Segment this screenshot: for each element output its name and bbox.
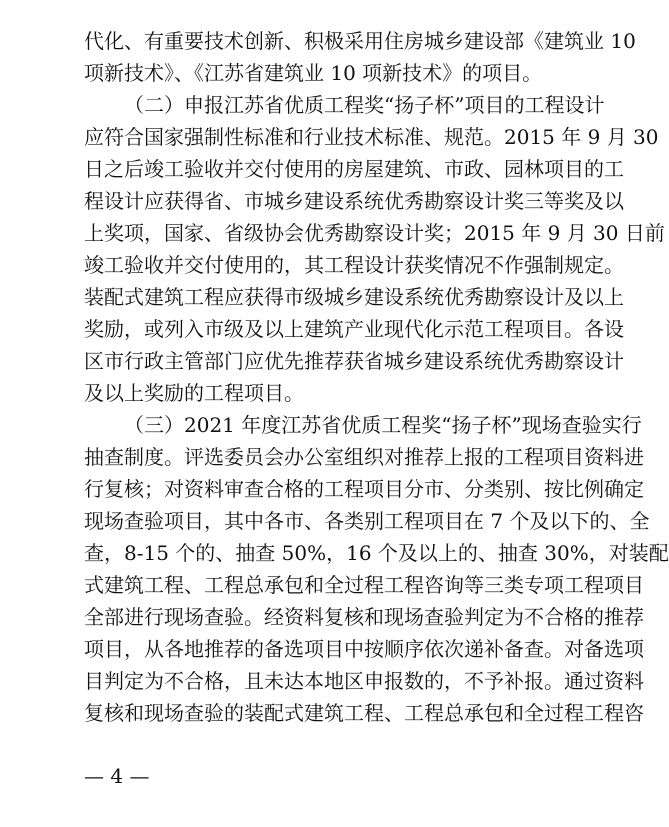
body-text-line: 行复核；对资料审查合格的工程项目分市、分类别、按比例确定: [84, 477, 644, 501]
body-text-line: 应符合国家强制性标准和行业技术标准、规范。2015 年 9 月 30: [84, 125, 659, 149]
body-text-line: 项目，从各地推荐的备选项目中按顺序依次递补备查。对备选项: [84, 637, 644, 661]
body-text-line: 查，8-15 个的、抽查 50%，16 个及以上的、抽查 30%，对装配: [84, 541, 669, 565]
body-text-line: 日之后竣工验收并交付使用的房屋建筑、市政、园林项目的工: [84, 157, 624, 181]
body-text-line: 式建筑工程、工程总承包和全过程工程咨询等三类专项工程项目: [84, 573, 644, 597]
body-text-line: 装配式建筑工程应获得市级城乡建设系统优秀勘察设计及以上: [84, 285, 624, 309]
page-number: — 4 —: [84, 764, 150, 788]
body-text-line: 现场查验项目，其中各市、各类别工程项目在 7 个及以下的、全: [84, 509, 650, 533]
body-text-line: 奖励，或列入市级及以上建筑产业现代化示范工程项目。各设: [84, 317, 624, 341]
body-text-line: 区市行政主管部门应优先推荐获省城乡建设系统优秀勘察设计: [84, 349, 624, 373]
body-text-line: 及以上奖励的工程项目。: [84, 381, 304, 405]
section-heading-line: （二）申报江苏省优质工程奖“扬子杯”项目的工程设计: [124, 93, 605, 117]
body-text-line: 代化、有重要技术创新、积极采用住房城乡建设部《建筑业 10: [84, 29, 636, 53]
body-text-line: 抽查制度。评选委员会办公室组织对推荐上报的工程项目资料进: [84, 445, 644, 469]
body-text-line: 目判定为不合格，且未达本地区申报数的，不予补报。通过资料: [84, 669, 644, 693]
section-heading-line: （三）2021 年度江苏省优质工程奖“扬子杯”现场查验实行: [124, 413, 642, 437]
body-text-line: 上奖项，国家、省级协会优秀勘察设计奖；2015 年 9 月 30 日前: [84, 221, 665, 245]
body-text-line: 复核和现场查验的装配式建筑工程、工程总承包和全过程工程咨: [84, 701, 644, 725]
body-text-line: 全部进行现场查验。经资料复核和现场查验判定为不合格的推荐: [84, 605, 644, 629]
body-text-line: 竣工验收并交付使用的，其工程设计获奖情况不作强制规定。: [84, 253, 624, 277]
body-text-line: 项新技术》、《江苏省建筑业 10 项新技术》的项目。: [84, 61, 543, 85]
body-text-line: 程设计应获得省、市城乡建设系统优秀勘察设计奖三等奖及以: [84, 189, 624, 213]
